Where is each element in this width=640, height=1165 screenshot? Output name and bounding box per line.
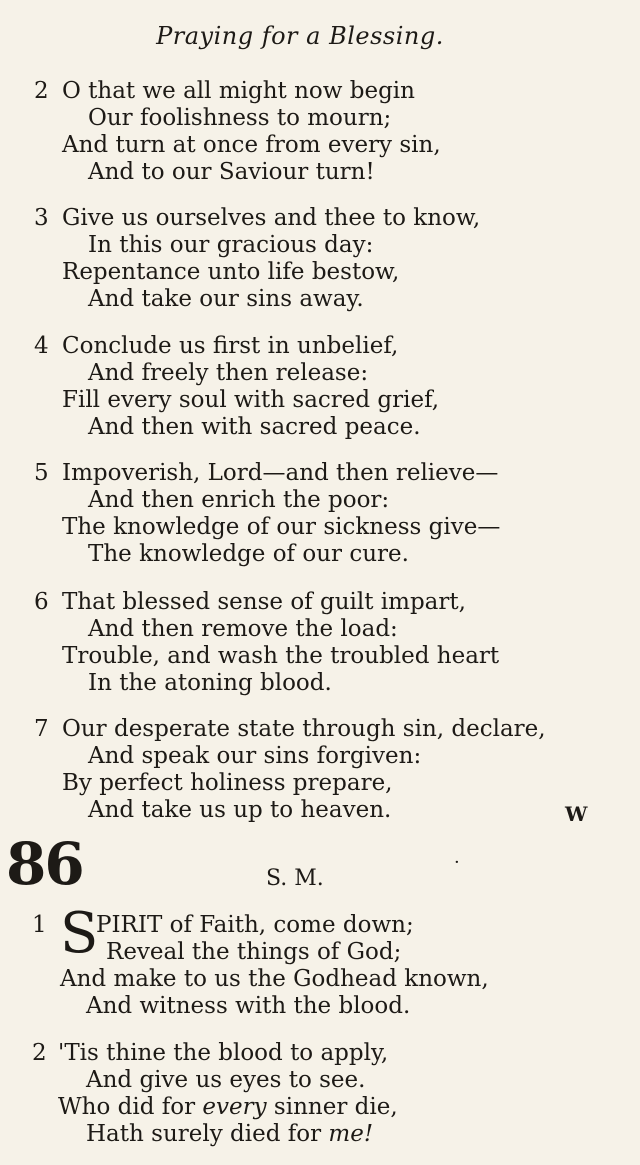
stanza-number: 3 bbox=[34, 205, 49, 231]
verse-line: Our desperate state through sin, declare, bbox=[62, 716, 546, 742]
stanza-number: 5 bbox=[34, 460, 49, 486]
ink-speck: · bbox=[454, 852, 460, 873]
verse-text: Hath surely died for bbox=[86, 1121, 329, 1147]
verse-line: And then with sacred peace. bbox=[88, 414, 421, 440]
verse-line: Fill every soul with sacred grief, bbox=[62, 387, 440, 413]
stanza-number: 2 bbox=[34, 78, 49, 104]
verse-line: By perfect holiness prepare, bbox=[62, 770, 393, 796]
verse-line: And turn at once from every sin, bbox=[62, 132, 441, 158]
drop-cap: S bbox=[60, 901, 99, 966]
verse-line: Conclude us first in unbelief, bbox=[62, 333, 399, 359]
verse-line: Our foolishness to mourn; bbox=[88, 105, 392, 131]
verse-line: And witness with the blood. bbox=[86, 993, 411, 1019]
verse-line: Reveal the things of God; bbox=[106, 939, 402, 965]
verse-line: And speak our sins forgiven: bbox=[88, 743, 422, 769]
verse-line: The knowledge of our sickness give— bbox=[62, 514, 501, 540]
verse-line: And give us eyes to see. bbox=[86, 1067, 366, 1093]
verse-line: Give us ourselves and thee to know, bbox=[62, 205, 481, 231]
verse-line: In the atoning blood. bbox=[88, 670, 332, 696]
verse-line: And then remove the load: bbox=[88, 616, 398, 642]
stanza-number: 2 bbox=[32, 1040, 47, 1066]
hymn-meter: S. M. bbox=[266, 866, 324, 891]
hymn-number: 86 bbox=[6, 830, 83, 898]
emphasis: every bbox=[202, 1094, 267, 1120]
verse-line: And make to us the Godhead known, bbox=[60, 966, 489, 992]
verse-line: PIRIT of Faith, come down; bbox=[96, 912, 414, 938]
verse-line: And to our Saviour turn! bbox=[88, 159, 375, 185]
verse-text: sinner die, bbox=[266, 1094, 398, 1120]
verse-line: Impoverish, Lord—and then relieve— bbox=[62, 460, 499, 486]
stanza-number: 7 bbox=[34, 716, 49, 742]
stanza-number: 1 bbox=[32, 912, 47, 938]
stanza-number: 4 bbox=[34, 333, 49, 359]
verse-line: And then enrich the poor: bbox=[88, 487, 390, 513]
emphasis: me! bbox=[328, 1121, 374, 1147]
verse-line: And take us up to heaven. bbox=[88, 797, 392, 823]
verse-line: And take our sins away. bbox=[88, 286, 364, 312]
verse-line: Trouble, and wash the troubled heart bbox=[62, 643, 500, 669]
verse-line: In this our gracious day: bbox=[88, 232, 374, 258]
verse-line: And freely then release: bbox=[88, 360, 369, 386]
running-head: Praying for a Blessing. bbox=[156, 22, 444, 50]
stanza-number: 6 bbox=[34, 589, 49, 615]
signature-mark: W bbox=[565, 802, 588, 826]
verse-text: Who did for bbox=[58, 1094, 203, 1120]
verse-line: Repentance unto life bestow, bbox=[62, 259, 400, 285]
verse-line: The knowledge of our cure. bbox=[88, 541, 409, 567]
verse-line: 'Tis thine the blood to apply, bbox=[58, 1040, 389, 1066]
verse-line: O that we all might now begin bbox=[62, 78, 415, 104]
verse-line: That blessed sense of guilt impart, bbox=[62, 589, 466, 615]
verse-line bbox=[86, 1121, 373, 1148]
verse-line bbox=[58, 1094, 398, 1121]
